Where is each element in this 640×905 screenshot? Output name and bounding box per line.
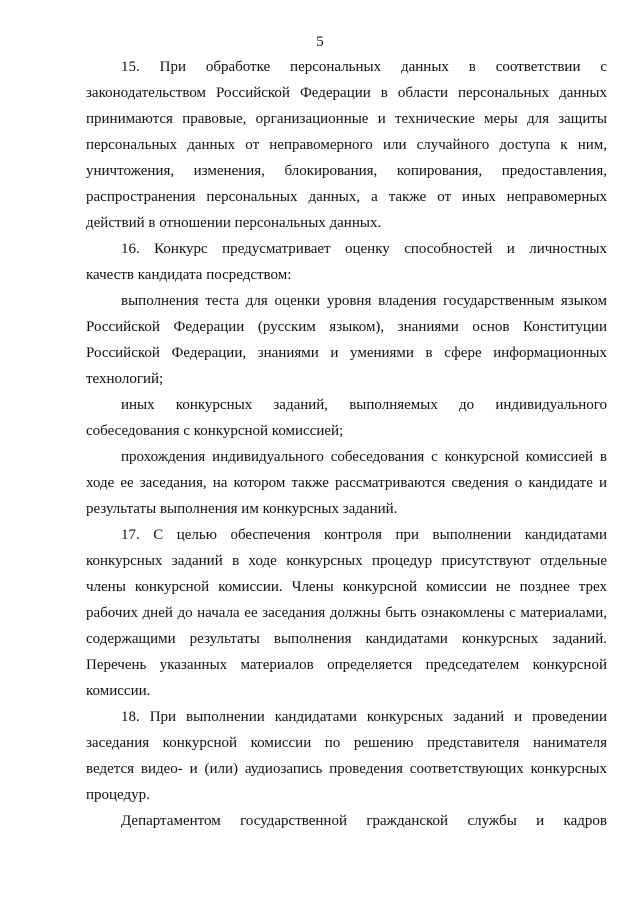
list-item-tasks-line: иных конкурсных заданий, выполняемых до индивидуального [121, 397, 607, 413]
paragraph-19-line: Департаментом государственной гражданской службы и кадров [121, 813, 607, 829]
list-item-interview-line: результаты выполнения им конкурсных заданий. [86, 501, 398, 517]
list-item-interview-line: ходе ее заседания, на котором также рассматриваются сведения о кандидате и [86, 475, 607, 491]
list-item-test-line: технологий; [86, 371, 164, 387]
paragraph-16-line: 16. Конкурс предусматривает оценку способностей и личностных [121, 241, 607, 257]
paragraph-17-line: 17. С целью обеспечения контроля при выполнении кандидатами [121, 527, 607, 543]
paragraph-15-line: 15. При обработке персональных данных в соответствии с [121, 59, 607, 75]
paragraph-15-line: принимаются правовые, организационные и технические меры для защиты [86, 111, 607, 127]
paragraph-15-line: законодательством Российской Федерации в области персональных данных [86, 85, 607, 101]
paragraph-18-line: ведется видео- и (или) аудиозапись проведения соответствующих конкурсных [86, 761, 607, 777]
paragraph-15-line: персональных данных от неправомерного или случайного доступа к ним, [86, 137, 607, 153]
paragraph-17-line: конкурсных заданий в ходе конкурсных процедур присутствуют отдельные [86, 553, 607, 569]
list-item-test-line: Российской Федерации, знаниями и умениями в сфере информационных [86, 345, 607, 361]
paragraph-15-line: действий в отношении персональных данных. [86, 215, 382, 231]
list-item-test-line: Российской Федерации (русским языком), знаниями основ Конституции [86, 319, 607, 335]
paragraph-17-line: содержащими результаты выполнения кандидатами конкурсных заданий. [86, 631, 607, 647]
paragraph-18-line: процедур. [86, 787, 150, 803]
paragraph-18-line: заседания конкурсной комиссии по решению представителя нанимателя [86, 735, 607, 751]
paragraph-17-line: комиссии. [86, 683, 151, 699]
paragraph-17-line: Перечень указанных материалов определяется председателем конкурсной [86, 657, 607, 673]
paragraph-17-line: члены конкурсной комиссии. Члены конкурсной комиссии не позднее трех [86, 579, 607, 595]
paragraph-15-line: уничтожения, изменения, блокирования, копирования, предоставления, [86, 163, 607, 179]
paragraph-16-line: качеств кандидата посредством: [86, 267, 292, 283]
paragraph-17-line: рабочих дней до начала ее заседания должны быть ознакомлены с материалами, [86, 605, 607, 621]
list-item-interview-line: прохождения индивидуального собеседования с конкурсной комиссией в [121, 449, 607, 465]
list-item-tasks-line: собеседования с конкурсной комиссией; [86, 423, 344, 439]
paragraph-15-line: распространения персональных данных, а также от иных неправомерных [86, 189, 607, 205]
page-number: 5 [316, 34, 324, 50]
list-item-test-line: выполнения теста для оценки уровня владения государственным языком [121, 293, 607, 309]
paragraph-18-line: 18. При выполнении кандидатами конкурсных заданий и проведении [121, 709, 607, 725]
